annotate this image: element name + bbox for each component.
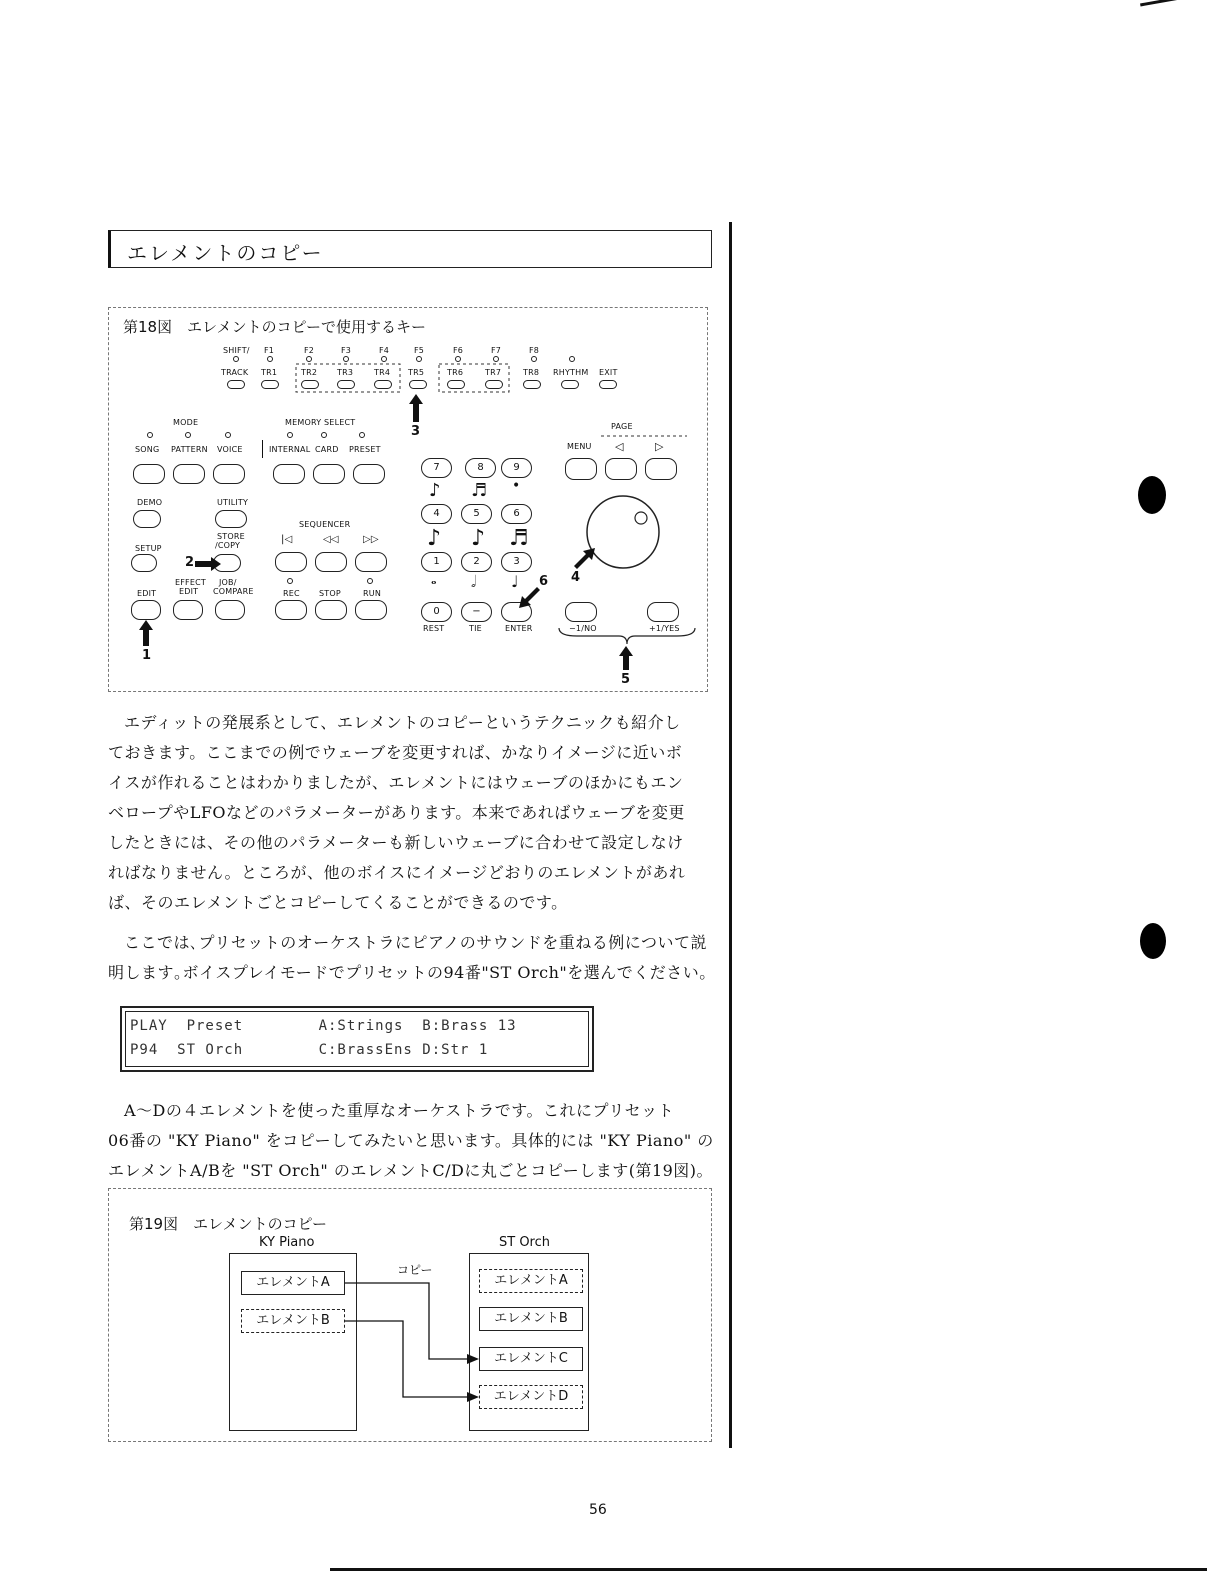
store-copy-label: /COPY	[215, 541, 241, 550]
track-label: RHYTHM	[553, 368, 589, 377]
led-icon	[321, 432, 327, 438]
stop-button[interactable]	[315, 600, 347, 620]
num-key-9[interactable]: 9	[501, 458, 532, 478]
eighth-note-icon: ♪	[427, 526, 442, 551]
sequencer-title: SEQUENCER	[299, 520, 351, 529]
track-label: EXIT	[599, 368, 618, 377]
lcd-row-1: PLAY Preset A:Strings B:Brass 13	[130, 1018, 517, 1034]
data-dial-icon[interactable]	[583, 492, 663, 572]
track-key[interactable]	[561, 380, 579, 389]
num-key-2[interactable]: 2	[461, 552, 492, 572]
section-heading	[108, 230, 712, 268]
target-element-b: エレメントB	[479, 1307, 583, 1331]
fkey-label: F2	[304, 346, 315, 355]
track-group-brackets	[289, 358, 519, 398]
led-icon	[267, 356, 273, 362]
seq-label: REC	[283, 589, 300, 598]
effect-edit-label: EFFECT	[175, 578, 206, 587]
top-right-mark	[1140, 0, 1180, 6]
callout-6: 6	[539, 574, 549, 589]
track-key[interactable]	[599, 380, 617, 389]
num-key-minus[interactable]: −	[461, 602, 492, 622]
figure-19-caption: 第19図 エレメントのコピー	[129, 1215, 328, 1233]
fkey-label: F6	[453, 346, 464, 355]
memory-label: INTERNAL	[269, 445, 311, 454]
text-line: ここでは､プリセットのオーケストラにピアノのサウンドを重ねる例について説	[124, 933, 707, 952]
arrow-up-icon	[409, 394, 423, 422]
led-icon	[185, 432, 191, 438]
brace-icon	[557, 626, 697, 646]
track-label: TR3	[337, 368, 354, 377]
bottom-rule	[330, 1568, 1207, 1571]
lcd-display	[120, 1006, 594, 1072]
page-bracket	[599, 430, 689, 440]
fkey-label: F4	[379, 346, 390, 355]
fkey-label: F5	[414, 346, 425, 355]
pattern-mode-button[interactable]	[173, 464, 205, 484]
text-line: ベロープやLFOなどのパラメーターがあります。本来であればウェーブを変更	[108, 803, 685, 822]
num-key-4[interactable]: 4	[421, 504, 452, 524]
job-compare-button[interactable]	[215, 600, 245, 620]
seq-label: STOP	[319, 589, 341, 598]
demo-button[interactable]	[133, 510, 161, 528]
text-line: 06番の "KY Piano" をコピーしてみたいと思います。具体的には "KY Piano" の	[108, 1131, 714, 1150]
target-element-c: エレメントC	[479, 1347, 583, 1371]
effect-edit-label: EDIT	[179, 587, 199, 596]
page-number: 56	[589, 1502, 607, 1518]
preset-button[interactable]	[353, 464, 385, 484]
menu-button[interactable]	[565, 458, 597, 480]
led-icon	[569, 356, 575, 362]
fkey-label: SHIFT/	[223, 346, 250, 355]
num-key-8[interactable]: 8	[465, 458, 496, 478]
eighth-note-icon: ♪	[471, 526, 486, 551]
utility-button[interactable]	[215, 510, 247, 528]
page-right-button[interactable]	[645, 458, 677, 480]
track-key[interactable]	[227, 380, 245, 389]
text-line: ば、そのエレメントごとコピーしてくることができるのです。	[108, 893, 568, 912]
figure-19	[108, 1188, 712, 1442]
mode-title: MODE	[173, 418, 199, 427]
target-voice-title: ST Orch	[499, 1235, 551, 1250]
callout-3: 3	[411, 424, 421, 439]
led-icon	[531, 356, 537, 362]
text-line: イスが作れることはわかりましたが、エレメントにはウェーブのほかにもエン	[108, 773, 684, 792]
edit-button[interactable]	[131, 600, 161, 620]
rec-button[interactable]	[275, 600, 307, 620]
track-label: TRACK	[221, 368, 249, 377]
mode-label: PATTERN	[171, 445, 208, 454]
callout-4: 4	[571, 570, 581, 585]
binder-hole-mark	[1138, 476, 1166, 514]
callout-2: 2	[185, 555, 195, 570]
num-key-5[interactable]: 5	[461, 504, 492, 524]
fkey-label: F8	[529, 346, 540, 355]
callout-5: 5	[621, 672, 631, 687]
arrow-up-icon	[619, 646, 633, 670]
card-button[interactable]	[313, 464, 345, 484]
track-label: TR1	[261, 368, 278, 377]
binder-hole-mark	[1140, 923, 1166, 959]
memory-divider	[262, 440, 263, 458]
transport-symbol: |◁	[281, 534, 293, 545]
copy-label: コピー	[397, 1263, 433, 1277]
num-key-3[interactable]: 3	[501, 552, 532, 572]
utility-label: UTILITY	[217, 498, 249, 507]
dial-label: −1/NO	[569, 624, 597, 633]
page-left-button[interactable]	[605, 458, 637, 480]
target-element-d: エレメントD	[479, 1385, 583, 1409]
track-key[interactable]	[261, 380, 279, 389]
led-icon	[367, 578, 373, 584]
arrow-right-icon	[195, 557, 221, 571]
section-title: エレメントのコピー	[127, 241, 324, 265]
fkey-label: F1	[264, 346, 275, 355]
arrow-up-right-icon	[571, 548, 595, 572]
led-icon	[359, 432, 365, 438]
voice-mode-button[interactable]	[213, 464, 245, 484]
target-element-a: エレメントA	[479, 1269, 583, 1293]
led-icon	[147, 432, 153, 438]
keypad-label: REST	[423, 624, 445, 633]
thirty-second-note-icon: ♪	[429, 480, 441, 501]
transport-symbol: ▷▷	[363, 534, 379, 545]
setup-button[interactable]	[131, 554, 157, 572]
keypad-label: ENTER	[505, 624, 533, 633]
callout-1: 1	[142, 648, 152, 663]
track-label: TR5	[408, 368, 425, 377]
fkey-label: F3	[341, 346, 352, 355]
rewind-start-button[interactable]	[275, 552, 307, 572]
text-line: したときには、その他のパラメーターも新しいウェーブに合わせて設定しなけ	[108, 833, 684, 852]
page-right-label: ▷	[655, 440, 664, 453]
plus-yes-button[interactable]	[647, 602, 679, 622]
source-voice-title: KY Piano	[259, 1235, 315, 1250]
dot-icon: •	[512, 478, 521, 494]
text-line: エディットの発展系として、エレメントのコピーというテクニックも紹介し	[124, 713, 681, 732]
menu-label: MENU	[567, 442, 592, 451]
quarter-note-icon: ♩	[511, 572, 519, 591]
job-compare-label: JOB/	[219, 578, 237, 587]
page-left-label: ◁	[615, 440, 624, 453]
half-note-icon: 𝅗𝅥	[471, 572, 477, 591]
text-line: ておきます。ここまでの例でウェーブを変更すれば、かなりイメージに近いボ	[108, 743, 683, 762]
page-title: PAGE	[611, 422, 633, 431]
column-divider	[729, 222, 732, 1448]
led-icon	[287, 432, 293, 438]
led-icon	[225, 432, 231, 438]
sixty-fourth-note-icon: ♬	[471, 480, 488, 501]
paragraph-2	[108, 928, 718, 988]
figure-18	[108, 307, 708, 692]
track-label: TR8	[523, 368, 540, 377]
transport-symbol: ◁◁	[323, 534, 339, 545]
track-label: TR2	[301, 368, 318, 377]
figure-18-caption: 第18図 エレメントのコピーで使用するキー	[123, 318, 427, 336]
memory-label: CARD	[315, 445, 339, 454]
sixteenth-note-icon: ♬	[509, 526, 529, 551]
store-copy-label: STORE	[217, 532, 245, 541]
num-key-0[interactable]: 0	[421, 602, 452, 622]
paragraph-1	[108, 708, 718, 918]
track-label: TR6	[447, 368, 464, 377]
text-line: 明します｡ボイスプレイモードでプリセットの94番"ST Orch"を選んでください。	[108, 963, 716, 982]
text-line: A～Dの４エレメントを使った重厚なオーケストラです。これにプリセット	[124, 1101, 675, 1120]
track-label: TR4	[374, 368, 391, 377]
source-element-a: エレメントA	[241, 1271, 345, 1295]
mode-label: SONG	[135, 445, 160, 454]
arrow-up-icon	[139, 620, 153, 646]
track-key[interactable]	[523, 380, 541, 389]
led-icon	[287, 578, 293, 584]
paragraph-3	[108, 1096, 718, 1186]
copy-arrows	[345, 1269, 485, 1419]
text-line: ればなりません。ところが、他のボイスにイメージどおりのエレメントがあれ	[108, 863, 686, 882]
mode-label: VOICE	[217, 445, 243, 454]
job-compare-label: COMPARE	[213, 587, 254, 596]
lcd-row-2: P94 ST Orch C:BrassEns D:Str 1	[130, 1042, 489, 1058]
song-mode-button[interactable]	[133, 464, 165, 484]
num-key-1[interactable]: 1	[421, 552, 452, 572]
minus-no-button[interactable]	[565, 602, 597, 622]
keypad-label: TIE	[469, 624, 482, 633]
lcd-screen	[125, 1011, 589, 1067]
setup-label: SETUP	[135, 544, 162, 553]
memory-select-title: MEMORY SELECT	[285, 418, 356, 427]
whole-note-icon: 𝅝	[431, 572, 437, 588]
memory-label: PRESET	[349, 445, 381, 454]
rewind-button[interactable]	[315, 552, 347, 572]
source-element-b: エレメントB	[241, 1309, 345, 1333]
fast-forward-button[interactable]	[355, 552, 387, 572]
effect-edit-button[interactable]	[173, 600, 203, 620]
seq-label: RUN	[363, 589, 381, 598]
internal-button[interactable]	[273, 464, 305, 484]
demo-label: DEMO	[137, 498, 163, 507]
run-button[interactable]	[355, 600, 387, 620]
num-key-7[interactable]: 7	[421, 458, 452, 478]
fkey-label: F7	[491, 346, 502, 355]
num-key-6[interactable]: 6	[501, 504, 532, 524]
led-icon	[233, 356, 239, 362]
edit-label: EDIT	[137, 589, 157, 598]
text-line: エレメントA/Bを "ST Orch" のエレメントC/Dに丸ごとコピーします(第19図)。	[108, 1161, 714, 1180]
dial-label: +1/YES	[649, 624, 680, 633]
track-label: TR7	[485, 368, 502, 377]
